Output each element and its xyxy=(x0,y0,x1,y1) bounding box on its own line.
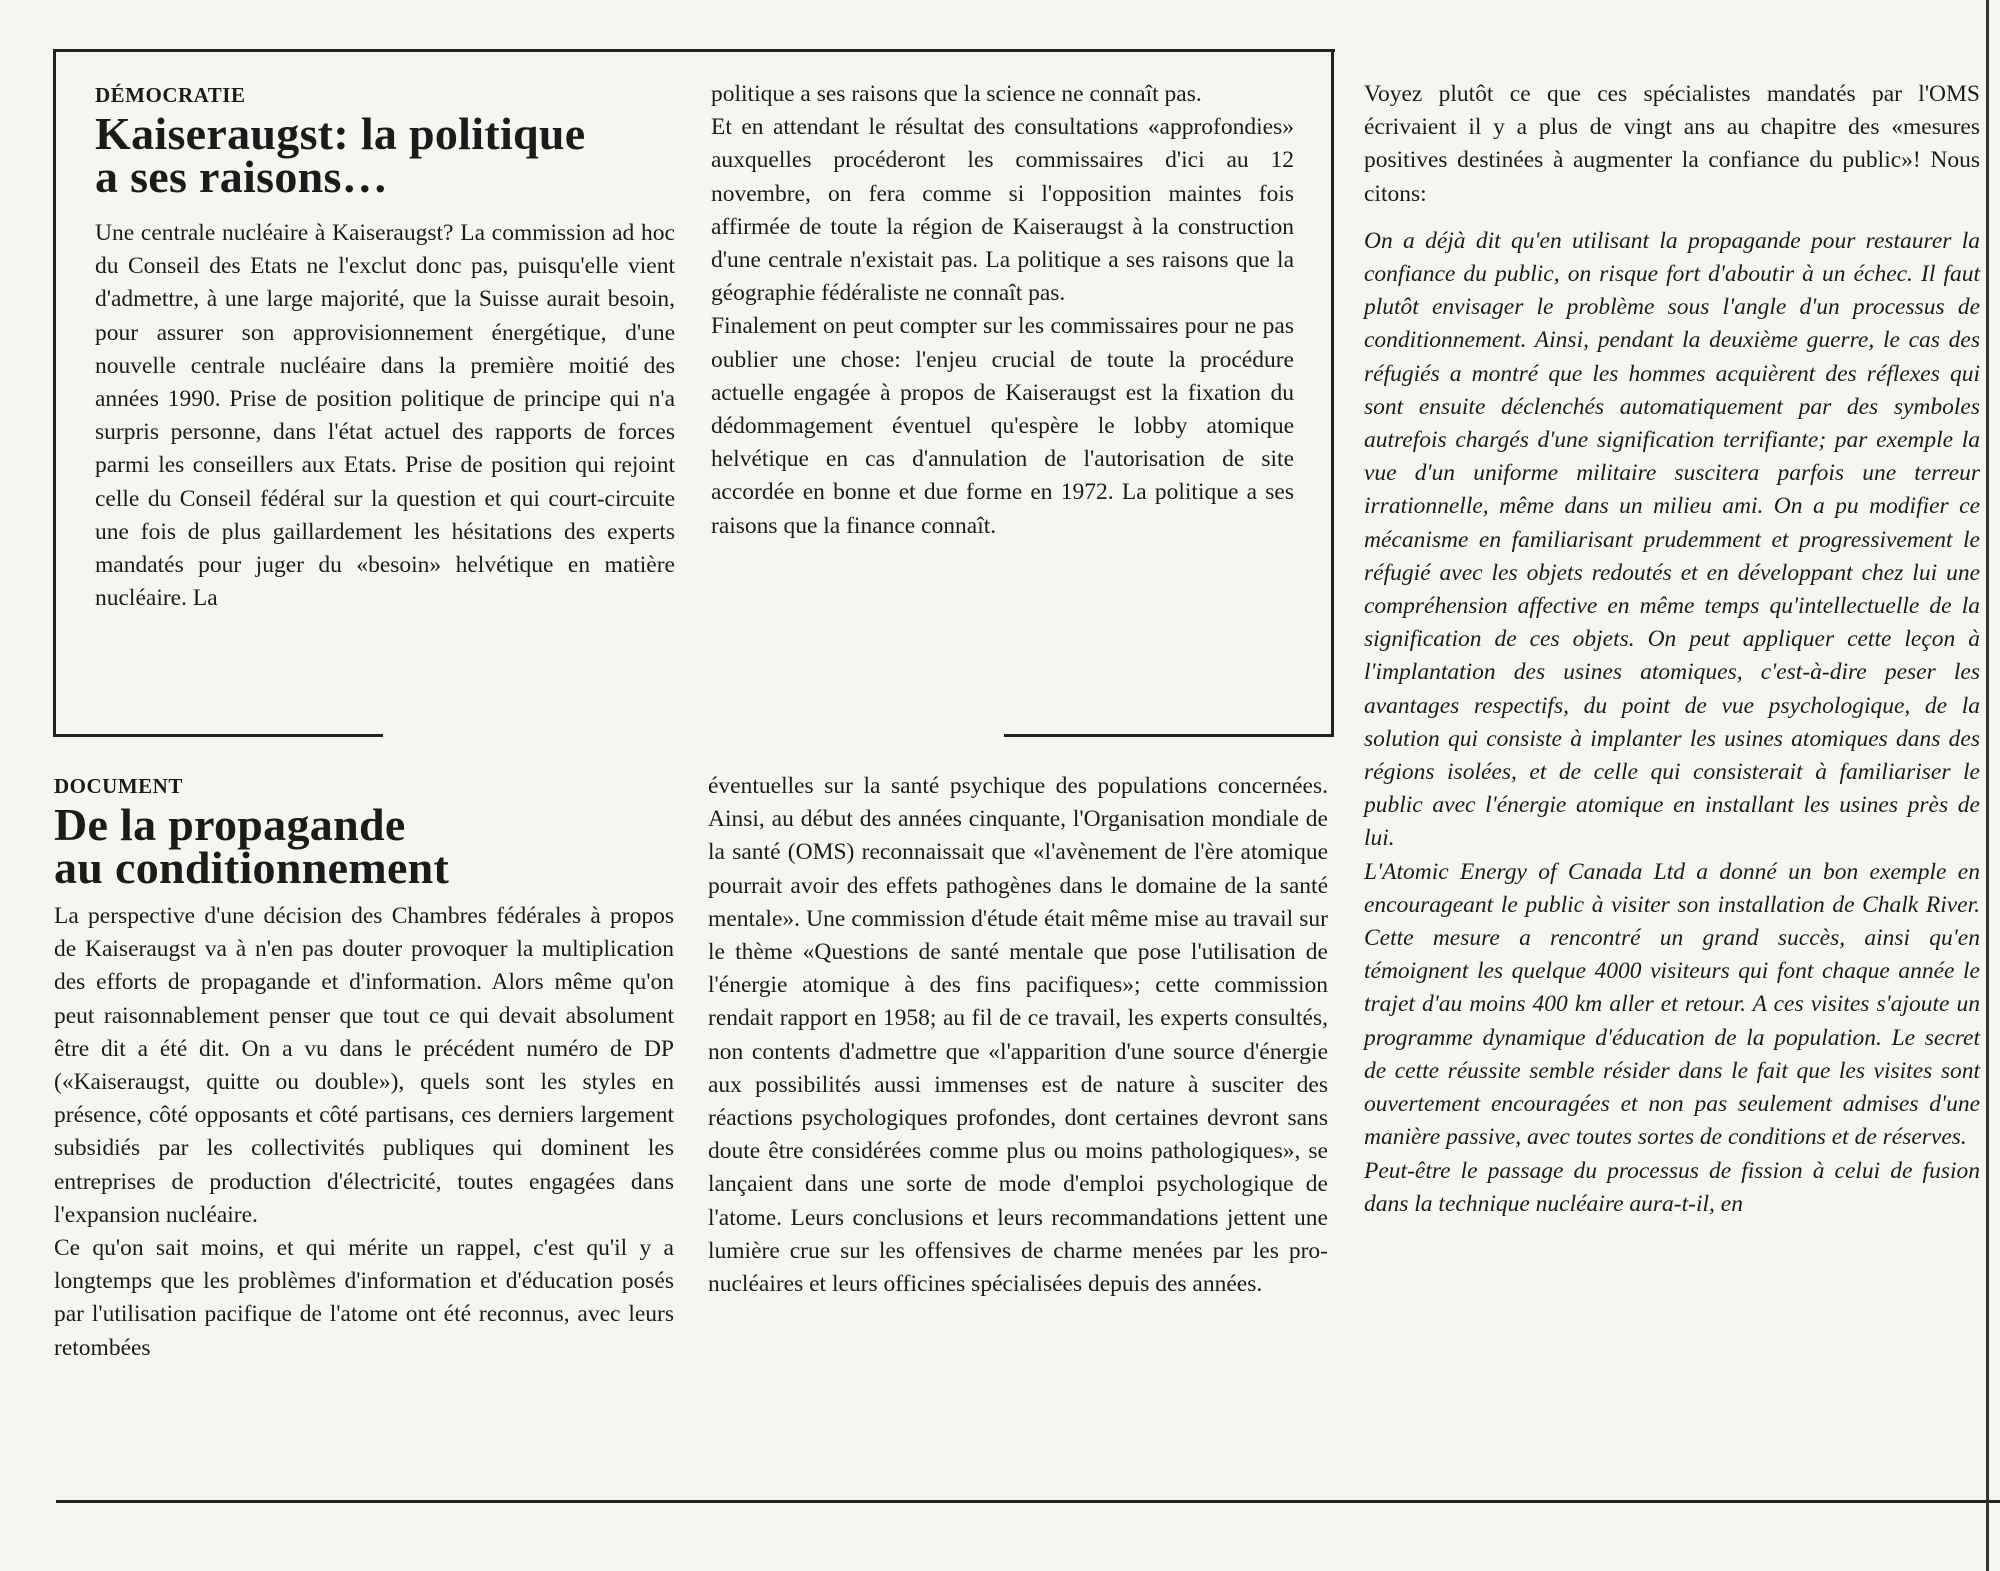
top-headline-line1: Kaiseraugst: la politique xyxy=(95,108,586,159)
page-edge xyxy=(1986,0,1989,1571)
top-headline-line2: a ses raisons… xyxy=(95,151,389,202)
right-quote-paragraph1: On a déjà dit qu'en utilisant la propagande pour restaurer la confiance du public, on risque fort d'aboutir à un échec. Il faut plutôt envisager le problème sous l'angle d'un processus de conditionnement. Ainsi, pendant la deuxième guerre, le cas des réfugiés a montré que les hommes acquièrent des réflexes qui sont ensuite déclenchés automatiquement par des symboles autrefois chargés d'une signification terrifiante; par exemple la vue d'un uniforme militaire suscitera parfois une terreur irrationnelle, même dans un milieu ami. On a pu modifier ce mécanisme en familiarisant prudemment et progressivement le réfugié avec les objets redoutés et en développant chez lui une compréhension affective en même temps qu'intellectuelle de la signification de ces objets. On peut appliquer cette leçon à l'implantation des usines atomiques, c'est-à-dire peser les avantages respectifs, du point de vue psychologique, de la solution qui consiste à implanter les usines atomiques dans des régions isolées, et de celle qui consisterait à familiariser le public avec l'énergie atomique en installant les usines près de lui. xyxy=(1364,227,1980,852)
box-bottom-right-border xyxy=(1004,734,1334,737)
bottom-headline-line1: De la propagande xyxy=(54,799,406,850)
right-intro-paragraph: Voyez plutôt ce que ces spécialistes mandatés par l'OMS écrivaient il y a plus de vingt ans au chapitre des «mesures positives destinées à augmenter la confiance du public»! Nous citons: xyxy=(1364,81,1980,207)
box-left-border xyxy=(53,49,56,737)
top-article-col1 xyxy=(95,83,675,615)
top-col2-paragraph2: Et en attendant le résultat des consultations «approfondies» auxquelles procéderont les commissaires d'ici au 12 novembre, on fera comme si l'opposition maintes fois affirmée de toute la région de Kaiseraugst à la construction d'une centrale n'existait pas. La politique a ses raisons que la géographie fédéraliste ne connaît pas. xyxy=(711,114,1294,307)
top-col2-paragraph1: politique a ses raisons que la science ne connaît pas. xyxy=(711,81,1202,107)
bottom-col1-paragraph2: Ce qu'on sait moins, et qui mérite un rappel, c'est qu'il y a longtemps que les problèmes d'information et d'éducation posés par l'utilisation pacifique de l'atome ont été reconnus, avec leurs retombées xyxy=(54,1235,674,1361)
top-kicker: DÉMOCRATIE xyxy=(95,83,246,107)
bottom-col1-paragraph1: La perspective d'une décision des Chambres fédérales à propos de Kaiseraugst va à n'en pas douter provoquer la multiplication des efforts de propagande et d'information. Alors même qu'on peut raisonnablement penser que tout ce qui devait absolument être dit a été dit. On a vu dans le précédent numéro de DP («Kaiseraugst, quitte ou double»), quels sont les styles en présence, côté opposants et côté partisans, ces derniers largement subsidiés par les collectivités publiques qui dominent les entreprises de production d'électricité, toutes engagées dans l'expansion nucléaire. xyxy=(54,903,674,1228)
top-col2-paragraph3: Finalement on peut compter sur les commissaires pour ne pas oublier une chose: l'enjeu crucial de toute la procédure actuelle engagée à propos de Kaiseraugst est la fixation du dédommagement éventuel qu'espère le lobby atomique helvétique en cas d'annulation de l'autorisation de site accordée en bonne et due forme en 1972. La politique a ses raisons que la finance connaît. xyxy=(711,313,1294,539)
box-top-border xyxy=(53,49,1335,52)
bottom-headline-line2: au conditionnement xyxy=(54,842,450,893)
bottom-col2-paragraph: éventuelles sur la santé psychique des populations concernées. Ainsi, au début des années cinquante, l'Organisation mondiale de la santé (OMS) reconnaissait que «l'avènement de l'ère atomique pourrait avoir des effets pathogènes dans le domaine de la santé mentale». Une commission d'étude était même mise au travail sur le thème «Questions de santé mentale que pose l'utilisation de l'énergie atomique à des fins pacifiques»; cette commission rendait rapport en 1958; au fil de ce travail, les experts consultés, non contents d'admettre que «l'apparition d'une source d'énergie aux possibilités aussi immenses est de nature à susciter des réactions psychologiques profondes, dont certaines devront sans doute être considérées comme plus ou moins pathologiques», se lançaient dans une sorte de mode d'emploi psychologique de l'atome. Leurs conclusions et leurs recommandations jettent une lumière crue sur les offensives de charme menées par les pro-nucléaires et leurs officines spécialisées depuis des années. xyxy=(708,773,1328,1298)
right-quote-paragraph2: L'Atomic Energy of Canada Ltd a donné un bon exemple en encourageant le public à visiter son installation de Chalk River. Cette mesure a rencontré un grand succès, ainsi qu'en témoignent les quelque 4000 visiteurs qui font chaque année le trajet d'au moins 400 km aller et retour. A ces visites s'ajoute un programme dynamique d'éducation de la population. Le secret de cette réussite semble résider dans le fait que les visites sont ouvertement encouragées et non pas seulement admises d'une manière passive, avec toutes sortes de conditions et de réserves. xyxy=(1364,858,1980,1151)
right-column xyxy=(1364,78,1980,1221)
top-article-col2 xyxy=(711,78,1294,543)
bottom-article-col1 xyxy=(54,774,674,1365)
box-right-border xyxy=(1331,49,1334,737)
box-bottom-left-border xyxy=(53,734,383,737)
right-quote-paragraph3: Peut-être le passage du processus de fission à celui de fusion dans la technique nucléaire aura-t-il, en xyxy=(1364,1157,1980,1217)
top-col1-paragraph: Une centrale nucléaire à Kaiseraugst? La commission ad hoc du Conseil des Etats ne l'exclut donc pas, puisqu'elle vient d'admettre, à une large majorité, que la Suisse aurait besoin, pour assurer son approvisionnement énergétique, d'une nouvelle centrale nucléaire dans la première moitié des années 1990. Prise de position politique de principe qui n'a surpris personne, dans l'état actuel des rapports de forces parmi les conseillers aux Etats. Prise de position qui rejoint celle du Conseil fédéral sur la question et qui court-circuite une fois de plus gaillardement les hésitations des experts mandatés pour juger du «besoin» helvétique en matière nucléaire. La xyxy=(95,220,675,612)
bottom-rule xyxy=(56,1500,2000,1503)
bottom-kicker: DOCUMENT xyxy=(54,774,183,798)
bottom-article-col2 xyxy=(708,770,1328,1301)
